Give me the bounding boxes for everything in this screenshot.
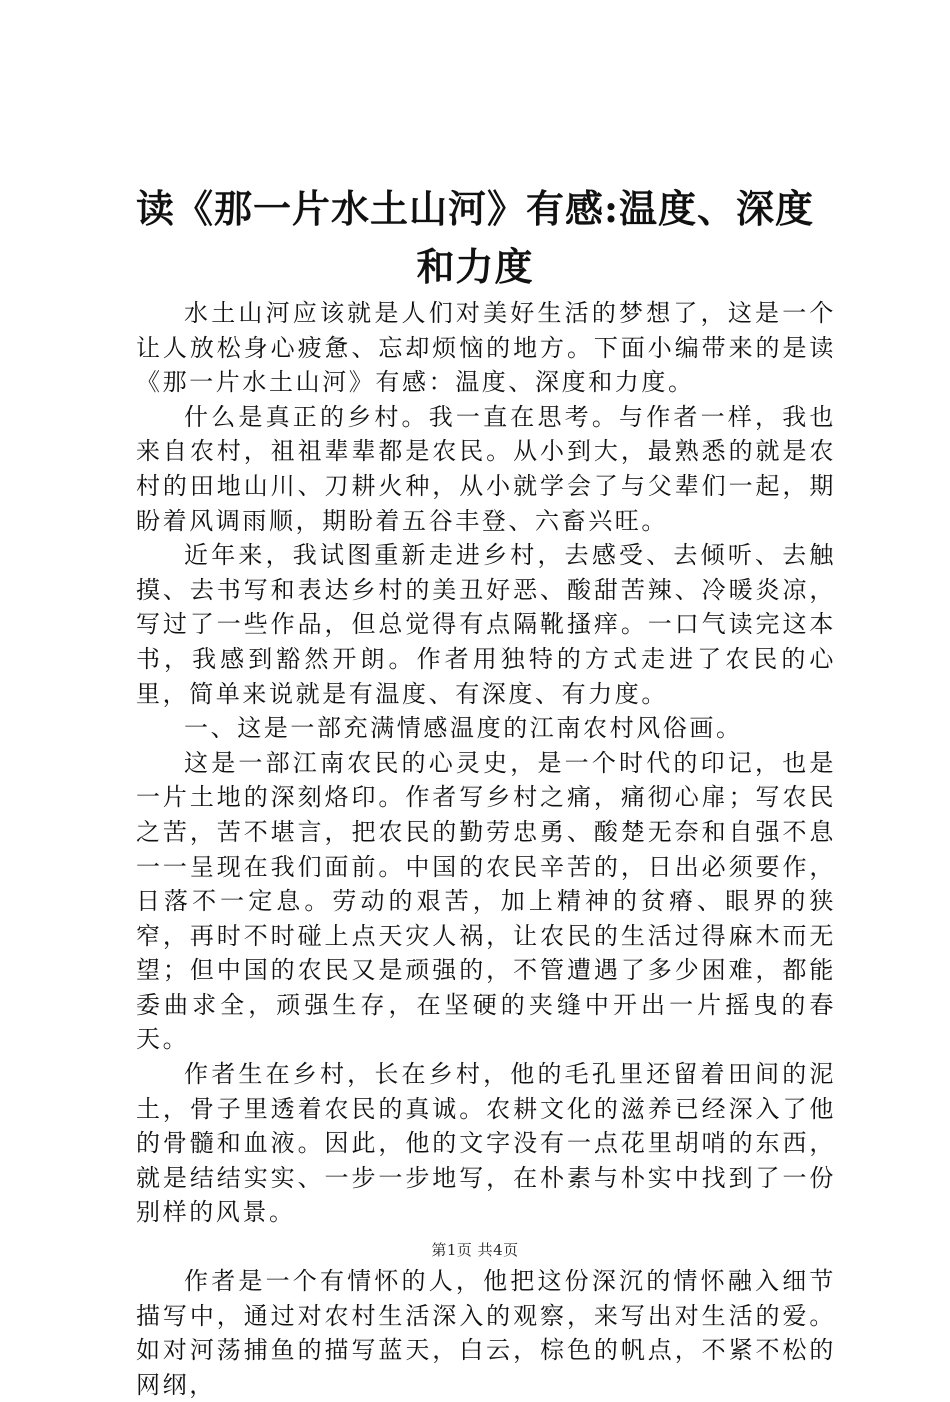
paragraph-spiritual-history: 这是一部江南农民的心灵史，是一个时代的印记，也是一片土地的深刻烙印。作者写乡村之痛，痛彻心扉；写农民之苦，苦不堪言，把农民的勤劳忠勇、酸楚无奈和自强不息一一呈现在我们面前。中国的农民辛苦的，日出必须要作，日落不一定息。劳动的艰苦，加上精神的贫瘠、眼界的狭窄，再时不时碰上点天灾人祸，让农民的生活过得麻木而无望；但中国的农民又是顽强的，不管遭遇了多少困难，都能委曲求全，顽强生存，在坚硬的夹缝中开出一片摇曳的春天。 bbox=[136, 748, 836, 1054]
paragraph-intro: 水土山河应该就是人们对美好生活的梦想了，这是一个让人放松身心疲惫、忘却烦恼的地方。下面小编带来的是读《那一片水土山河》有感：温度、深度和力度。 bbox=[136, 299, 836, 397]
paragraph-author-roots: 作者生在乡村，长在乡村，他的毛孔里还留着田间的泥土，骨子里透着农民的真诚。农耕文化的滋养已经深入了他的骨髓和血液。因此，他的文字没有一点花里胡哨的东西，就是结结实实、一步一步地写，在朴素与朴实中找到了一份别样的风景。 bbox=[136, 1060, 836, 1227]
paragraph-rural-question: 什么是真正的乡村。我一直在思考。与作者一样，我也来自农村，祖祖辈辈都是农民。从小到大，最熟悉的就是农村的田地山川、刀耕火种，从小就学会了与父辈们一起，期盼着风调雨顺，期盼着五谷丰登、六畜兴旺。 bbox=[136, 402, 836, 535]
document-body bbox=[136, 296, 836, 1402]
page-number-footer: 第1页 共4页 bbox=[431, 1241, 519, 1259]
document-title: 读《那一片水土山河》有感:温度、深度和力度 bbox=[135, 186, 815, 289]
section-heading-one: 一、这是一部充满情感温度的江南农村风俗画。 bbox=[184, 714, 743, 743]
paragraph-author-feelings: 作者是一个有情怀的人，他把这份深沉的情怀融入细节描写中，通过对农村生活深入的观察，来写出对生活的爱。如对河荡捕鱼的描写蓝天，白云，棕色的帆点，不紧不松的网纲， bbox=[136, 1267, 836, 1399]
paragraph-recent-years: 近年来，我试图重新走进乡村，去感受、去倾听、去触摸、去书写和表达乡村的美丑好恶、酸甜苦辣、冷暖炎凉，写过了一些作品，但总觉得有点隔靴搔痒。一口气读完这本书，我感到豁然开朗。作者用独特的方式走进了农民的心里，简单来说就是有温度、有深度、有力度。 bbox=[136, 541, 836, 708]
